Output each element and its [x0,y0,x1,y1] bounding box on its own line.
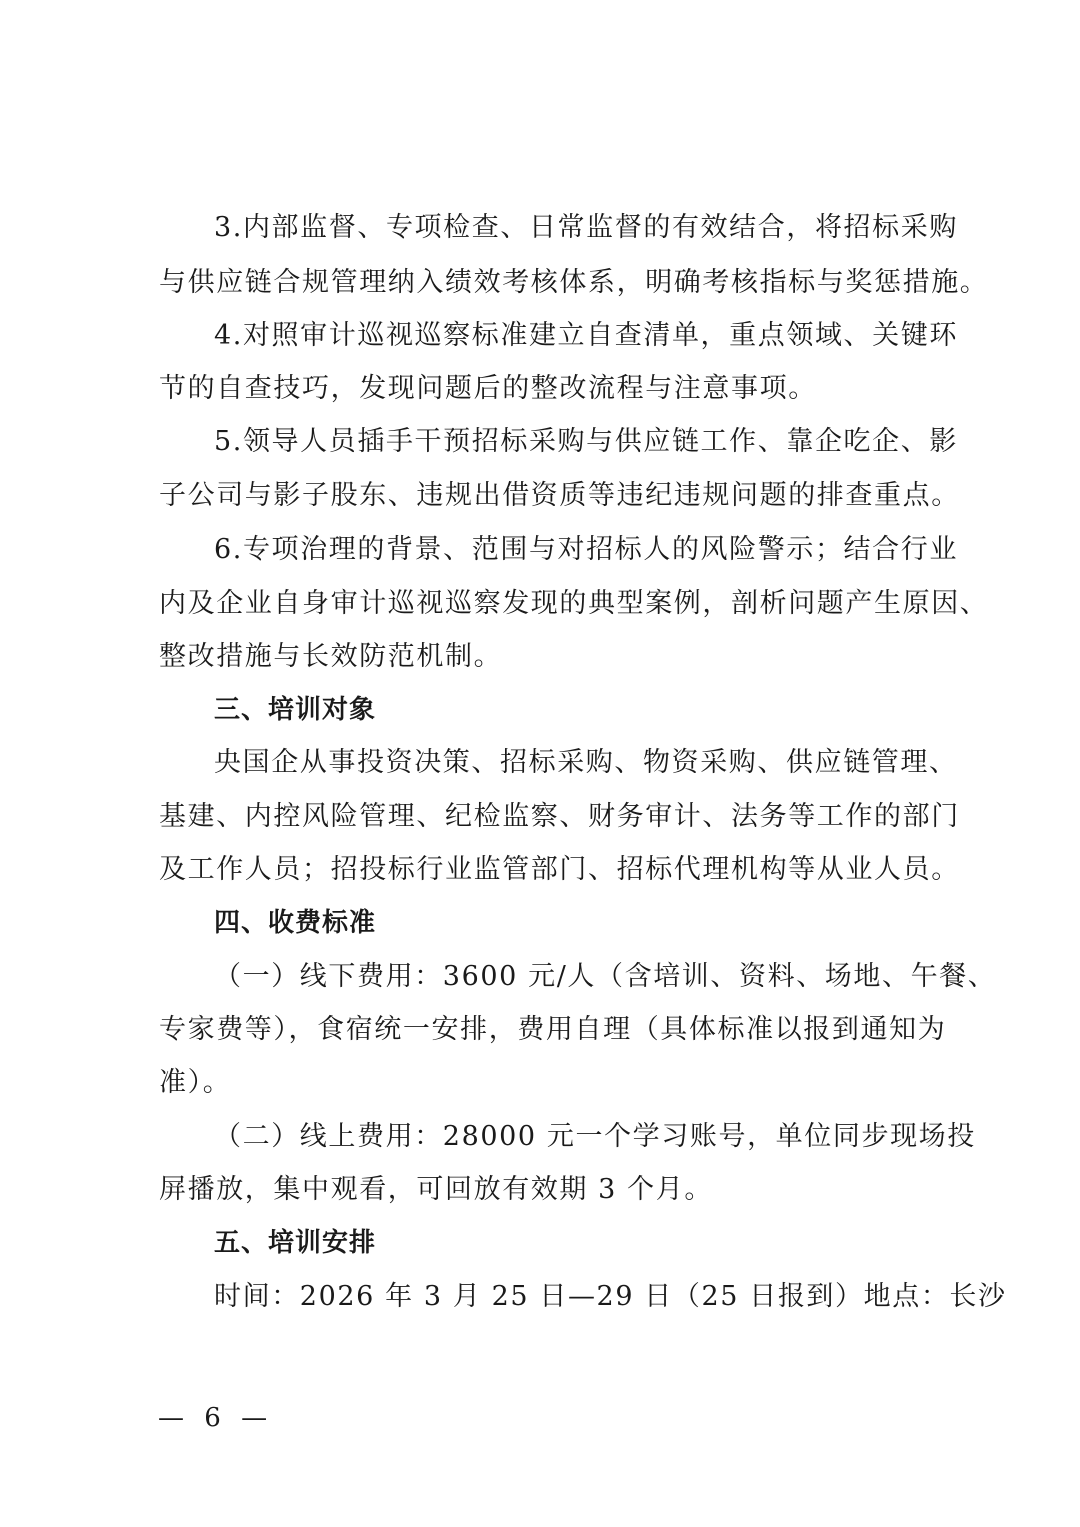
page-number: — 6 — [158,1403,274,1433]
arrangements-time-location: 时间：2026 年 3 月 25 日—29 日（25 日报到）地点：长沙 [214,1281,1007,1312]
targets-line-1: 央国企从事投资决策、招标采购、物资采购、供应链管理、 [214,747,958,778]
fees-online-line-2: 屏播放，集中观看，可回放有效期 3 个月。 [159,1174,713,1205]
item-6-line-2: 内及企业自身审计巡视巡察发现的典型案例，剖析问题产生原因、 [159,588,989,619]
fees-offline-line-1: （一）线下费用：3600 元/人（含培训、资料、场地、午餐、 [214,961,997,992]
item-5-line-1: 5.领导人员插手干预招标采购与供应链工作、靠企吃企、影 [214,426,958,457]
item-4-line-1: 4.对照审计巡视巡察标准建立自查清单，重点领域、关键环 [214,320,958,351]
item-5-line-2: 子公司与影子股东、违规出借资质等违纪违规问题的排查重点。 [159,480,960,511]
item-6-line-3: 整改措施与长效防范机制。 [159,641,503,672]
item-6-line-1: 6.专项治理的背景、范围与对招标人的风险警示；结合行业 [214,534,958,565]
section-heading-fees: 四、收费标准 [214,908,377,938]
targets-line-2: 基建、内控风险管理、纪检监察、财务审计、法务等工作的部门 [159,801,960,832]
item-3-line-1: 3.内部监督、专项检查、日常监督的有效结合，将招标采购 [214,212,958,243]
section-heading-arrangements: 五、培训安排 [214,1228,377,1258]
targets-line-3: 及工作人员；招投标行业监管部门、招标代理机构等从业人员。 [159,854,960,885]
fees-offline-line-2: 专家费等），食宿统一安排，费用自理（具体标准以报到通知为 [159,1014,947,1045]
fees-online-line-1: （二）线上费用：28000 元一个学习账号，单位同步现场投 [214,1121,976,1152]
item-4-line-2: 节的自查技巧，发现问题后的整改流程与注意事项。 [159,373,817,404]
fees-offline-line-3: 准）。 [159,1067,232,1098]
section-heading-training-targets: 三、培训对象 [214,695,377,725]
item-3-line-2: 与供应链合规管理纳入绩效考核体系，明确考核指标与奖惩措施。 [159,267,989,298]
